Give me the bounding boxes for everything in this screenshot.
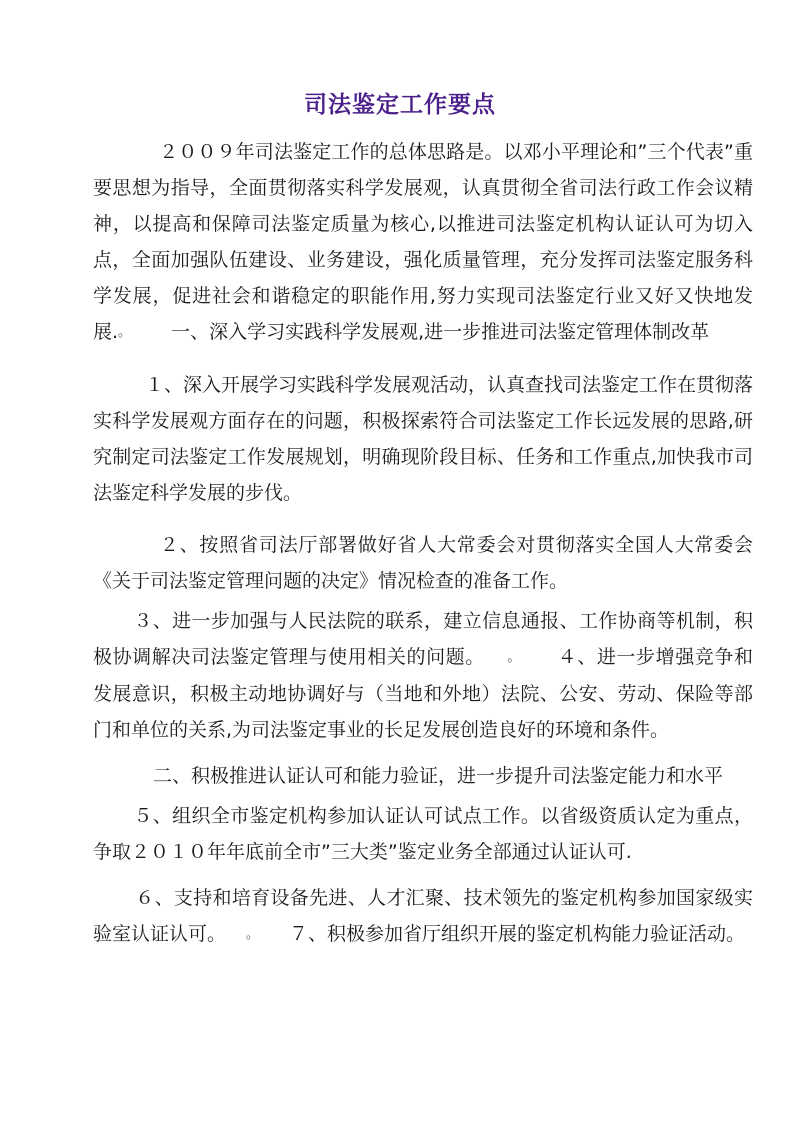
section-heading-1: 一、深入学习实践科学发展观,进一步推进司法鉴定管理体制改革 — [171, 321, 710, 343]
paragraph-item-3 — [93, 603, 753, 748]
paragraph-text: １、深入开展学习实践科学发展观活动，认真查找司法鉴定工作在贯彻落实科学发展观方面存在的问题，积极探索符合司法鉴定工作长远发展的思路,研究制定司法鉴定工作发展规划，明确现阶段目标、任务和工作重点,加快我市司法鉴定科学发展的步伐。 — [93, 374, 754, 504]
paragraph-text: ２００９年司法鉴定工作的总体思路是。以邓小平理论和”三个代表”重要思想为指导，全面贯彻落实科学发展观，认真贯彻全省司法行政工作会议精神，以提高和保障司法鉴定质量为核心,以推进司法鉴定机构认证认可为切入点，全面加强队伍建设、业务建设，强化质量管理，充分发挥司法鉴定服务科学发展，促进社会和谐稳定的职能作用,努力实现司法鉴定行业又好又快地发展. — [93, 141, 753, 343]
paragraph-text: ６、支持和培育设备先进、人才汇聚、技术领先的鉴定机构参加国家级实验室认证认可。 — [93, 887, 753, 945]
paragraph-text: ３、进一步加强与人民法院的联系，建立信息通报、工作协商等机制，积极协调解决司法鉴定管理与使用相关的问题。 — [93, 610, 753, 668]
paragraph-item-1 — [93, 367, 753, 511]
paragraph-item-6 — [93, 880, 753, 953]
paragraph-text: 二、积极推进认证认可和能力验证，进一步提升司法鉴定能力和水平 — [153, 765, 724, 787]
inline-mark: 。 — [118, 325, 132, 340]
paragraph-text: ７、积极参加省厅组织开展的鉴定机构能力验证活动。 — [289, 923, 746, 945]
paragraph-intro — [93, 134, 753, 351]
paragraph-text: ５、组织全市鉴定机构参加认证认可试点工作。以省级资质认定为重点，争取２０１０年年底前全市”三大类”鉴定业务全部通过认证认可. — [93, 805, 753, 863]
section-heading-2 — [93, 758, 753, 794]
paragraph-item-2 — [93, 527, 753, 599]
inline-mark: 。 — [506, 650, 522, 665]
document-body — [93, 134, 753, 953]
document-title: 司法鉴定工作要点 — [304, 92, 496, 118]
paragraph-text: ２、按照省司法厅部署做好省人大常委会对贯彻落实全国人大常委会《关于司法鉴定管理问题的决定》情况检查的准备工作。 — [93, 534, 753, 592]
inline-mark: 。 — [246, 927, 260, 942]
paragraph-item-5 — [93, 798, 753, 870]
paragraph-text: ４、进一步增强竞争和发展意识，积极主动地协调好与（当地和外地）法院、公安、劳动、保险等部门和单位的关系,为司法鉴定事业的长足发展创造良好的环境和条件。 — [93, 646, 753, 741]
